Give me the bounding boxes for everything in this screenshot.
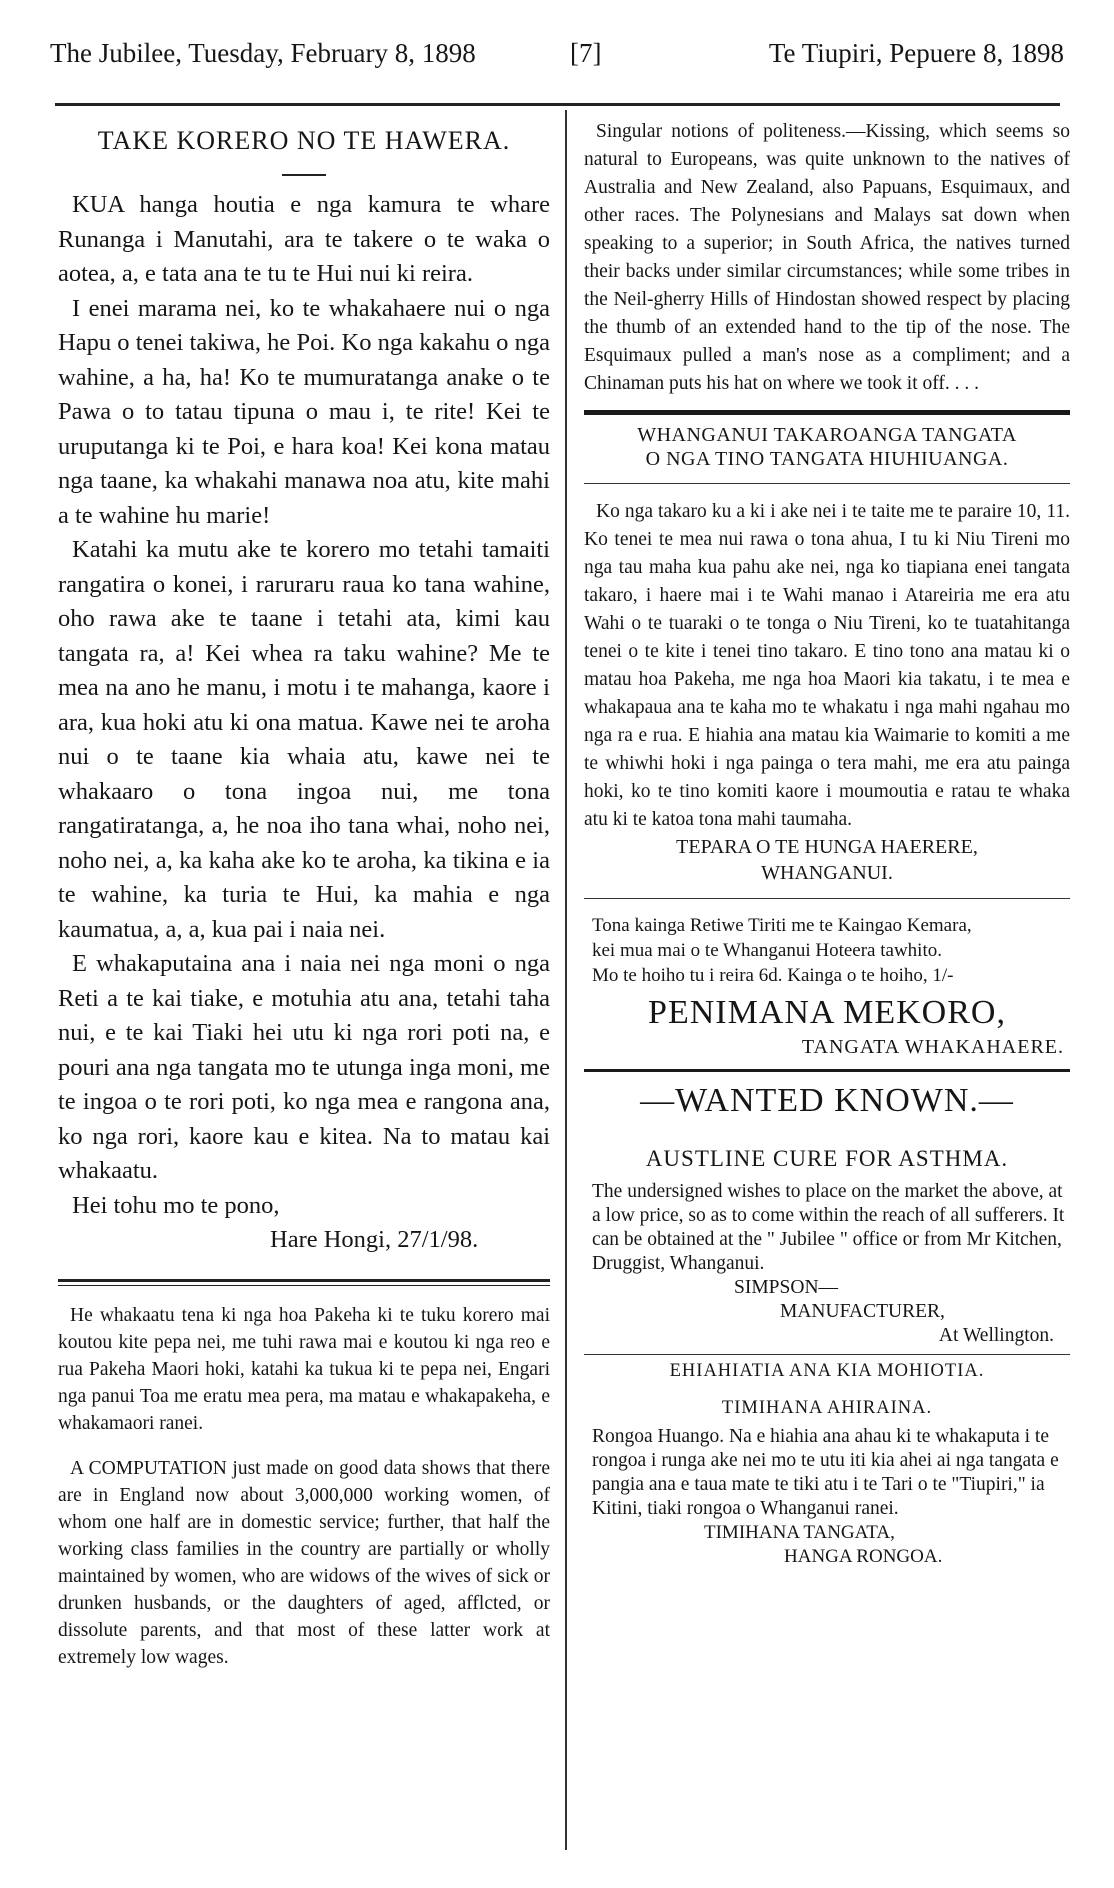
timihana-signature-1: TIMIHANA TANGATA, xyxy=(704,1522,895,1543)
hawera-paragraph-4: E whakaputaina ana i naia nei nga moni o nga Reti a te kai tiake, e motuhia atu ana, tetahi taha nui, e te kai Tiaki hei utu ki nga rori poti na, e pouri ana nga tangata mo te utunga inga moni, me te ingoa o te rori poti, ko nga mea e rangona ana, ko nga rori, kaore kau e kitea. Na to matau kai whakaatu. xyxy=(58,950,550,1184)
asthma-signature-3: At Wellington. xyxy=(938,1325,1054,1346)
section-double-rule xyxy=(58,1279,550,1286)
proprietor-title: TANGATA WHAKAHAERE. xyxy=(801,1036,1064,1058)
heavy-rule xyxy=(584,410,1070,415)
thin-rule xyxy=(584,1354,1070,1355)
masthead-maori-date: Te Tiupiri, Pepuere 8, 1898 xyxy=(768,38,1064,68)
computation-article: A COMPUTATION just made on good data shows that there are in England now about 3,000,000 working women, of whom one half are in domestic service; further, that half the working class families in the country are partially or wholly maintained by women, who are widows of the wives of sick or drunken husbands, or the daughters of aged, afflcted, or dissolute parents, and that most of these latter work at extremely low wages. xyxy=(58,1457,550,1668)
notice-pakeha-friends: He whakaatu tena ki nga hoa Pakeha ki te tuku korero mai koutou kite pepa nei, me tuhi rawa mai e koutou ki nga reo e rua Pakeha Maori hoki, katahi ka tukua ki te pepa nei, Engari nga panui Toa me eratu mea pera, ma matau e whakapakeha, e whakamaori ranei. xyxy=(58,1304,550,1434)
page-number: [7] xyxy=(570,38,602,68)
politeness-article: Singular notions of politeness.—Kissing, which seems so natural to Europeans, was quite unknown to the natives of Australia and New Zealand, also Papuans, Esquimaux, and other races. The Polynesians and Malays sat down when speaking to a superior; in South Africa, the natives turned their backs under similar circumstances; while some tribes in the Neil-gherry Hills of Hindostan showed respect by placing the thumb of an extended hand to the tip of the nose. The Esquimaux pulled a man's nose as a compliment; and a Chinaman puts his hat on where we took it off. . . . xyxy=(584,121,1070,394)
thin-rule xyxy=(584,898,1070,899)
ehiahia-heading: EHIAHIATIA ANA KIA MOHIOTIA. xyxy=(669,1361,985,1381)
masthead-english-date: The Jubilee, Tuesday, February 8, 1898 xyxy=(50,38,476,68)
timihana-heading: TIMIHANA AHIRAINA. xyxy=(721,1398,933,1418)
hotel-line-2: kei mua mai o te Whanganui Hoteera tawhito. xyxy=(592,940,942,961)
left-column xyxy=(58,118,550,1689)
asthma-signature-2: MANUFACTURER, xyxy=(780,1301,945,1322)
ad-rule xyxy=(584,1069,1070,1072)
column-divider xyxy=(565,110,567,1850)
hawera-paragraph-2: I enei marama nei, ko te whakahaere nui o nga Hapu o tenei takiwa, he Poi. Ko nga kakahu o nga wahine, a ha, ha! Ko te mumuratanga anake o te Pawa o to tatau tipuna o mau i, te rite! Kei te uruputanga ki te Poi, e hara koa! Kei kona matau nga taane, ka whakahi manawa noa atu, kite mahi a te wahine hu marie! xyxy=(58,294,550,529)
asthma-heading: AUSTLINE CURE FOR ASTHMA. xyxy=(645,1146,1009,1171)
hotel-line-3: Mo te hoiho tu i reira 6d. Kainga o te hoiho, 1/- xyxy=(592,965,954,986)
right-column xyxy=(584,118,1070,1569)
thin-rule xyxy=(584,483,1070,484)
asthma-body: The undersigned wishes to place on the market the above, at a low price, so as to come within the reach of all sufferers. It can be obtained at the " Jubilee " office or from Mr Kitchen, Druggist, Whanganui. xyxy=(592,1181,1065,1274)
hawera-paragraph-1: KUA hanga houtia e nga kamura te whare Runanga i Manutahi, ara te takere o te waka o aotea, a, e tata ana te tu te Hui nui ki reira. xyxy=(58,191,550,287)
hotel-line-1: Tona kainga Retiwe Tiriti me te Kaingao Kemara, xyxy=(592,915,972,936)
asthma-signature-1: SIMPSON— xyxy=(734,1277,839,1298)
timihana-signature-2: HANGA RONGOA. xyxy=(784,1546,943,1567)
hawera-paragraph-3: Katahi ka mutu ake te korero mo tetahi tamaiti rangatira o konei, i raruraru raua ko tana wahine, oho rawa ake te taane i tetahi ata, kimi kau tangata ra, a! Kei whea ra taku wahine? Me te mea na ano he manu, i motu i te mahanga, kaore i ara, kua hoki atu ki ona matua. Kawe nei te aroha nui o te taane kia whaia atu, kawe nei te whakaaro o tona ingoa nui, me tona rangatiratanga, a, he noa iho tana whai, noho nei, noho nei, a, ka kaha ake ko te aroha, ka tikina e ia te wahine, ka turia te Hui, ka mahia e nga kaumatua, a, a, kua pai i naia nei. xyxy=(58,536,550,943)
whanganui-signoff-2: WHANGANUI. xyxy=(761,862,893,884)
article-heading-hawera: TAKE KORERO NO TE HAWERA. xyxy=(97,126,511,155)
proprietor-name: PENIMANA MEKORO, xyxy=(648,994,1006,1031)
wanted-known-heading: —WANTED KNOWN.— xyxy=(640,1082,1014,1119)
hawera-sign-line: Hei tohu mo te pono, xyxy=(72,1191,280,1219)
top-rule xyxy=(55,103,1060,106)
hawera-signature: Hare Hongi, 27/1/98. xyxy=(270,1225,479,1253)
whanganui-body: Ko nga takaro ku a ki i ake nei i te taite me te paraire 10, 11. Ko tenei te mea nui rawa o tona ahua, I tu ki Niu Tireni mo nga tau maha kua pahu ake nei, nga ko tiapiana enei tangata takaro, i haere mai i te Wahi manao i Atareiria me era atu Wahi o te tuaraki o te tonga o Niu Tireni, ko te tuatahitanga tenei o te kite i tenei tino takaro. E tino tono ana matau ki o matau hoa Pakeha, me nga hoa Maori kia takatu, i te mea e whakapaua ana te kaha mo te whakatu i nga mahi ngahau mo nga ra e rua. E hiahia ana matau kia Waimarie to komiti a me te whiwhi hoki i nga painga o tera mahi, me era atu painga hoki, ko te tino komiti kaore i moumoutia e ratau te whaka atu ki te katoa tona mahi taumaha. xyxy=(584,501,1070,830)
masthead xyxy=(40,38,1074,88)
whanganui-heading-line2: O NGA TINO TANGATA HIUHIUANGA. xyxy=(645,448,1009,470)
heading-rule xyxy=(282,174,326,176)
timihana-body: Rongoa Huango. Na e hiahia ana ahau ki te whakaputa i te rongoa i runga ake nei mo te utu iti kia ahei ai nga tangata e pangia ana e taua mate te tiki atu i te Tari o te "Tiupiri," ia Kitini, tiaki rongoa o Whanganui ranei. xyxy=(592,1426,1059,1519)
whanganui-heading-line1: WHANGANUI TAKAROANGA TANGATA xyxy=(637,424,1017,446)
whanganui-signoff-1: TEPARA O TE HUNGA HAERERE, xyxy=(676,836,978,858)
